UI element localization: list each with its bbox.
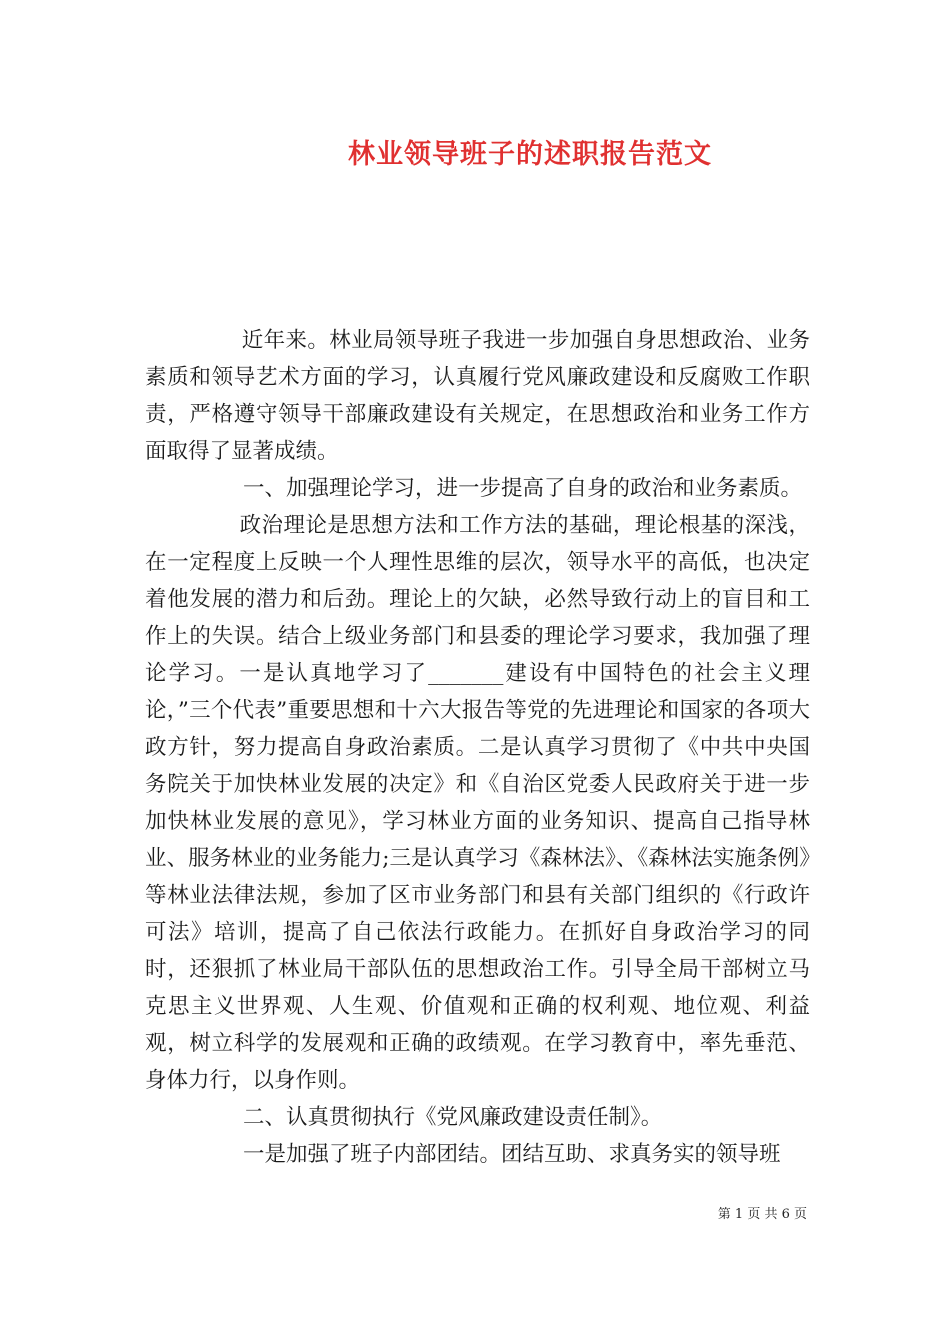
page-number-footer: 第 1 页 共 6 页: [717, 1207, 807, 1222]
section-heading-2: 二、认真贯彻执行《党风廉政建设责任制》。: [243, 1105, 663, 1130]
section-heading-1: 一、加强理论学习，进一步提高了自身的政治和业务素质。: [243, 476, 803, 501]
intro-paragraph: 近年来。林业局领导班子我进一步加强自身思想政治、业务素质和领导艺术方面的学习，认真履行党风廉政建设和反腐败工作职责，严格遵守领导干部廉政建设有关规定，在思想政治和业务工作方面取得了显著成绩。: [145, 328, 810, 464]
document-body: [145, 322, 810, 1173]
section-body-1: 政治理论是思想方法和工作方法的基础，理论根基的深浅，在一定程度上反映一个人理性思维的层次，领导水平的高低，也决定着他发展的潜力和后劲。理论上的欠缺，必然导致行动上的盲目和工作上的失误。结合上级业务部门和县委的理论学习要求，我加强了理论学习。一是认真地学习了_______建设有中国特色的社会主义理论，”三个代表”重要思想和十六大报告等党的先进理论和国家的各项大政方针，努力提高自身政治素质。二是认真学习贯彻了《中共中央国务院关于加快林业发展的决定》和《自治区党委人民政府关于进一步加快林业发展的意见》，学习林业方面的业务知识、提高自己指导林业、服务林业的业务能力;三是认真学习《森林法》、《森林法实施条例》等林业法律法规，参加了区市业务部门和县有关部门组织的《行政许可法》培训，提高了自己依法行政能力。在抓好自身政治学习的同时，还狠抓了林业局干部队伍的思想政治工作。引导全局干部树立马克思主义世界观、人生观、价值观和正确的权利观、地位观、利益观，树立科学的发展观和正确的政绩观。在学习教育中，率先垂范、身体力行，以身作则。: [145, 513, 810, 1093]
section-body-2: 一是加强了班子内部团结。团结互助、求真务实的领导班: [243, 1142, 781, 1167]
document-title: 林业领导班子的述职报告范文: [348, 139, 712, 170]
